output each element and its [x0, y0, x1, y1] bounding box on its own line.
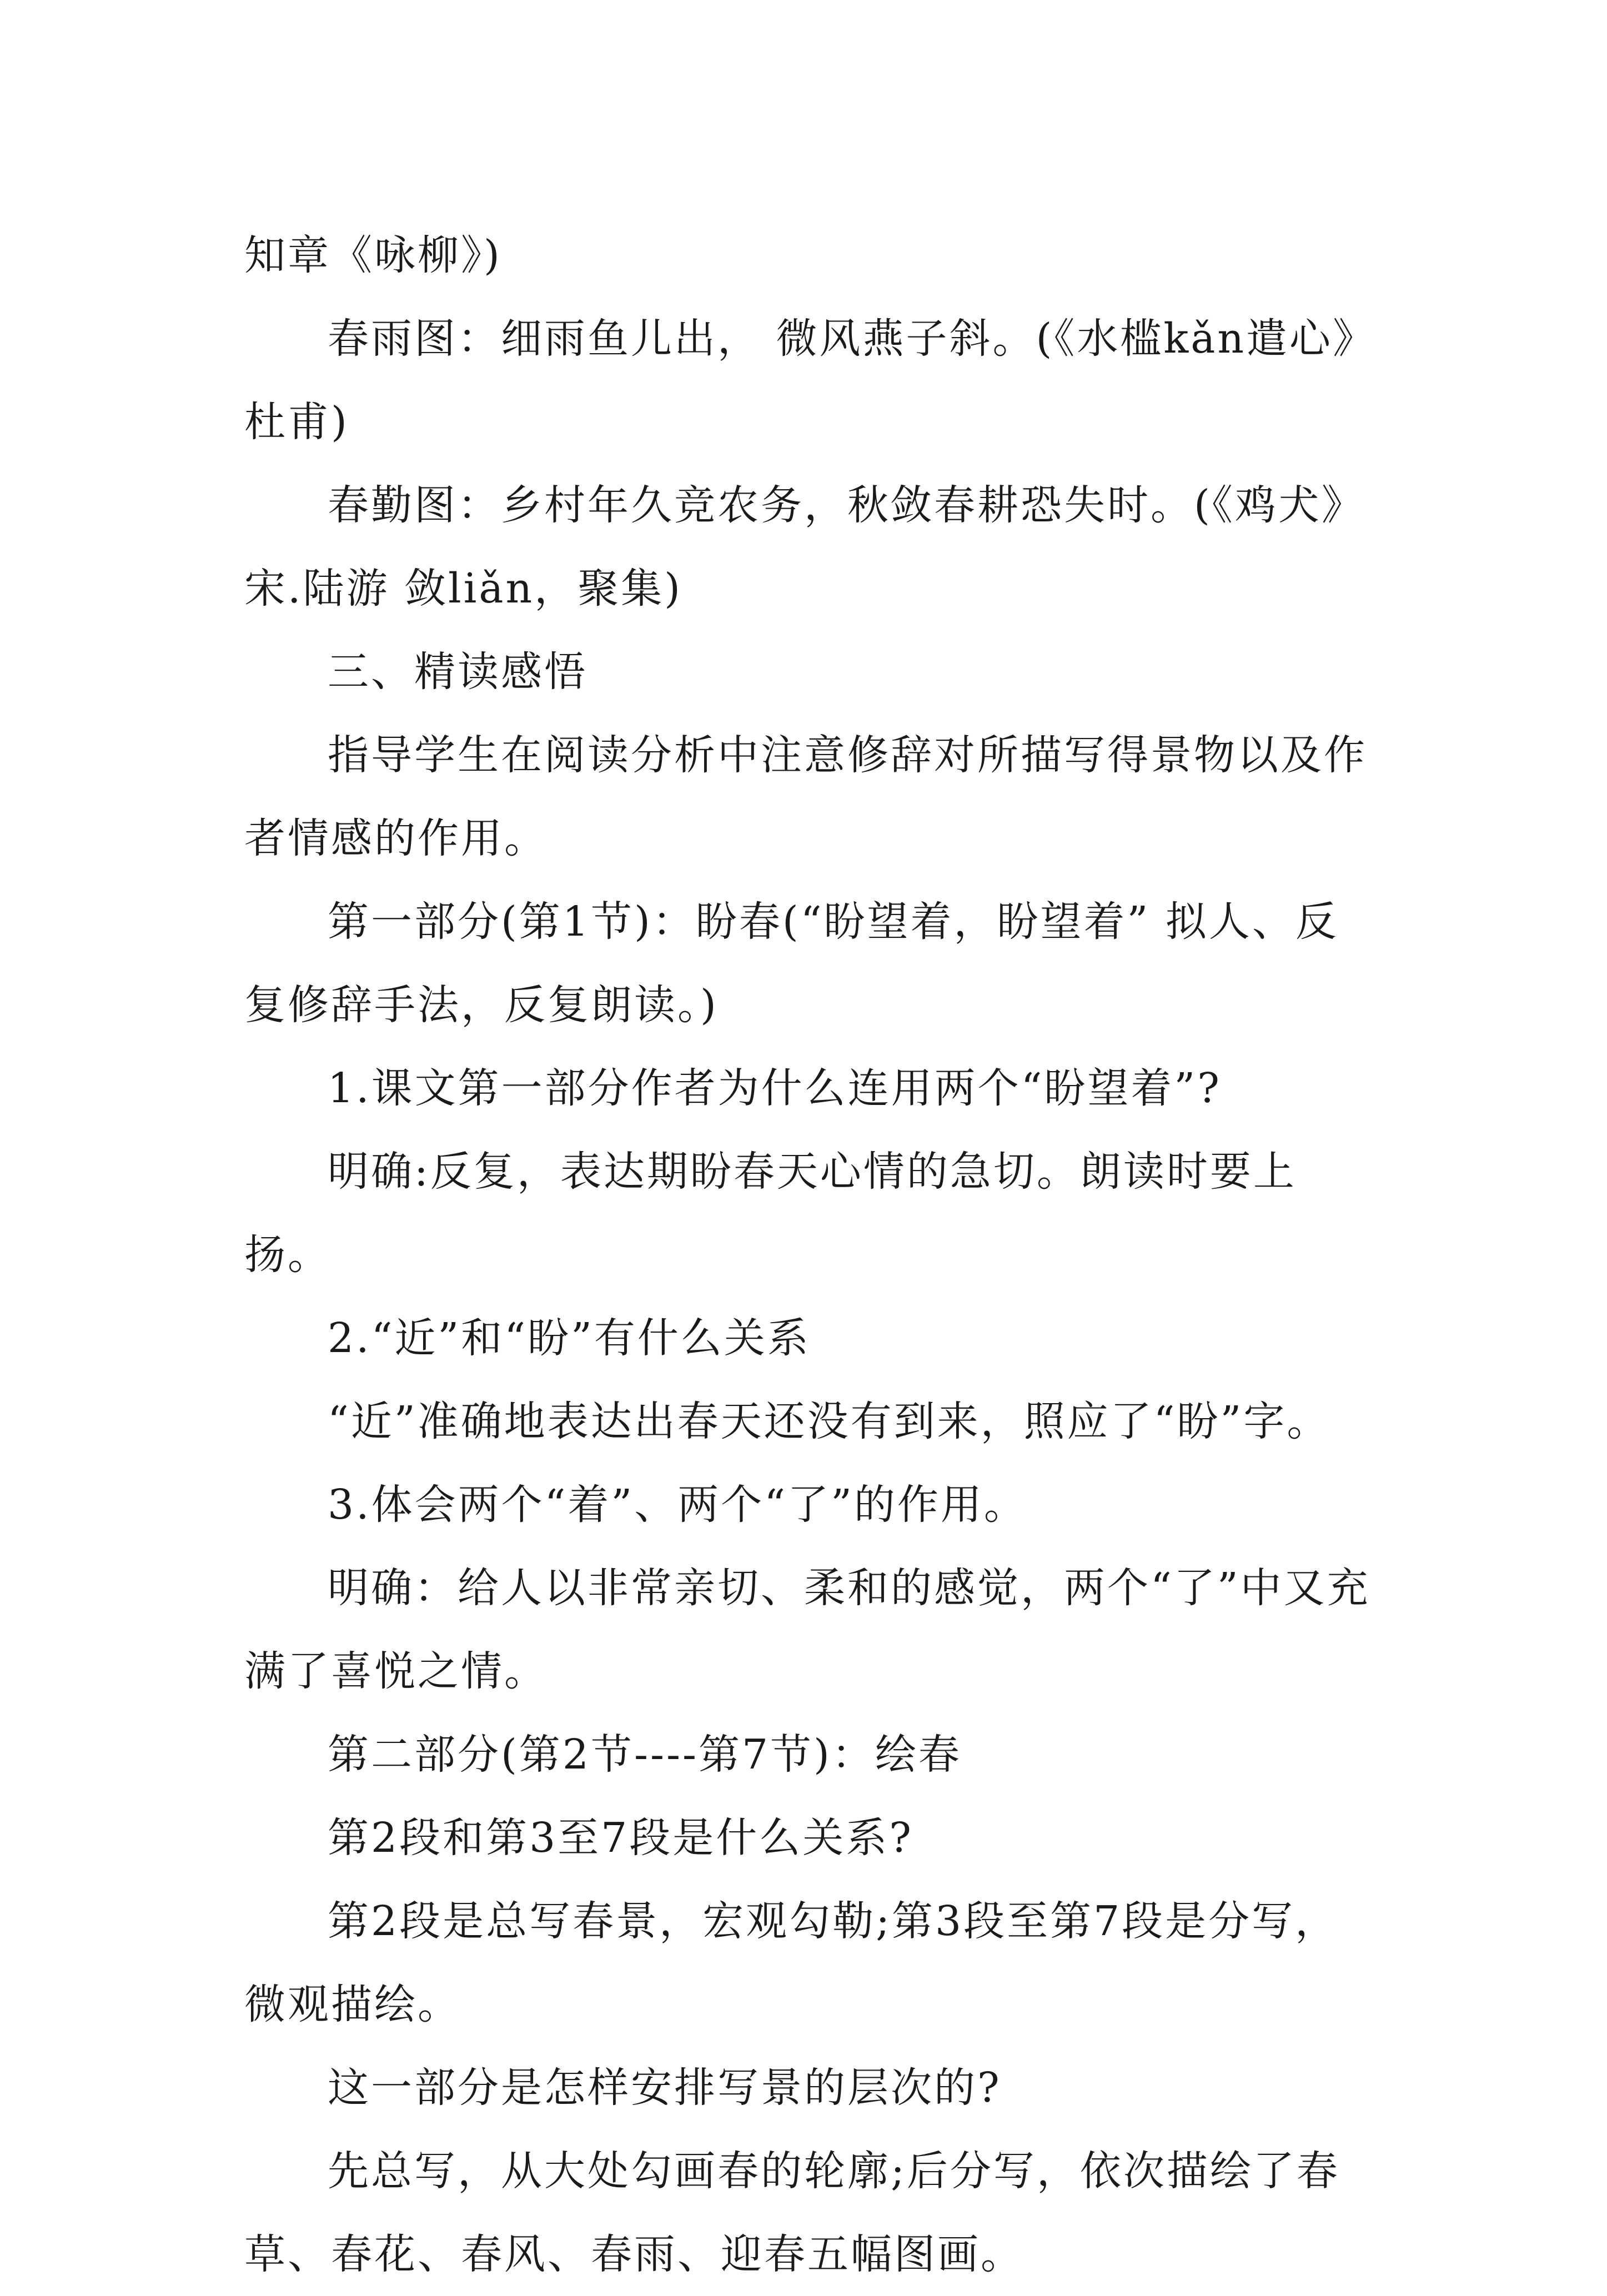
paragraph: 第一部分(第1节)：盼春(“盼望着，盼望着” 拟人、反复修辞手法，反复朗读。): [244, 898, 1339, 1029]
answer: “近”准确地表达出春天还没有到来，照应了“盼”字。: [328, 1398, 1330, 1445]
paragraph: 知章《咏柳》): [244, 232, 502, 279]
question: 1.课文第一部分作者为什么连用两个“盼望着”?: [328, 1064, 1222, 1112]
answer: 第2段是总写春景，宏观勾勒;第3段至第7段是分写，微观描绘。: [244, 1897, 1339, 2028]
question: 这一部分是怎样安排写景的层次的?: [328, 2064, 1002, 2112]
paragraph: 春雨图：细雨鱼儿出， 微风燕子斜。(《水槛kǎn遣心》 杜甫): [244, 315, 1377, 446]
answer: 明确:反复，表达期盼春天心情的急切。朗读时要上扬。: [244, 1148, 1297, 1279]
answer: 明确：给人以非常亲切、柔和的感觉，两个“了”中又充满了喜悦之情。: [244, 1564, 1370, 1695]
document-body: [244, 214, 1377, 2296]
section-heading: 三、精读感悟: [328, 648, 587, 696]
question: 2.“近”和“盼”有什么关系: [328, 1314, 811, 1362]
paragraph: 第二部分(第2节----第7节)：绘春: [328, 1731, 962, 1778]
paragraph: 指导学生在阅读分析中注意修辞对所描写得景物以及作者情感的作用。: [244, 731, 1367, 862]
question: 3.体会两个“着”、两个“了”的作用。: [328, 1481, 1027, 1529]
question: 第2段和第3至7段是什么关系?: [328, 1814, 913, 1862]
answer: 先总写，从大处勾画春的轮廓;后分写，依次描绘了春草、春花、春风、春雨、迎春五幅图画。: [244, 2147, 1340, 2278]
paragraph: 春勤图：乡村年久竞农务，秋敛春耕恐失时。(《鸡犬》宋.陆游 敛liǎn，聚集): [244, 481, 1365, 612]
